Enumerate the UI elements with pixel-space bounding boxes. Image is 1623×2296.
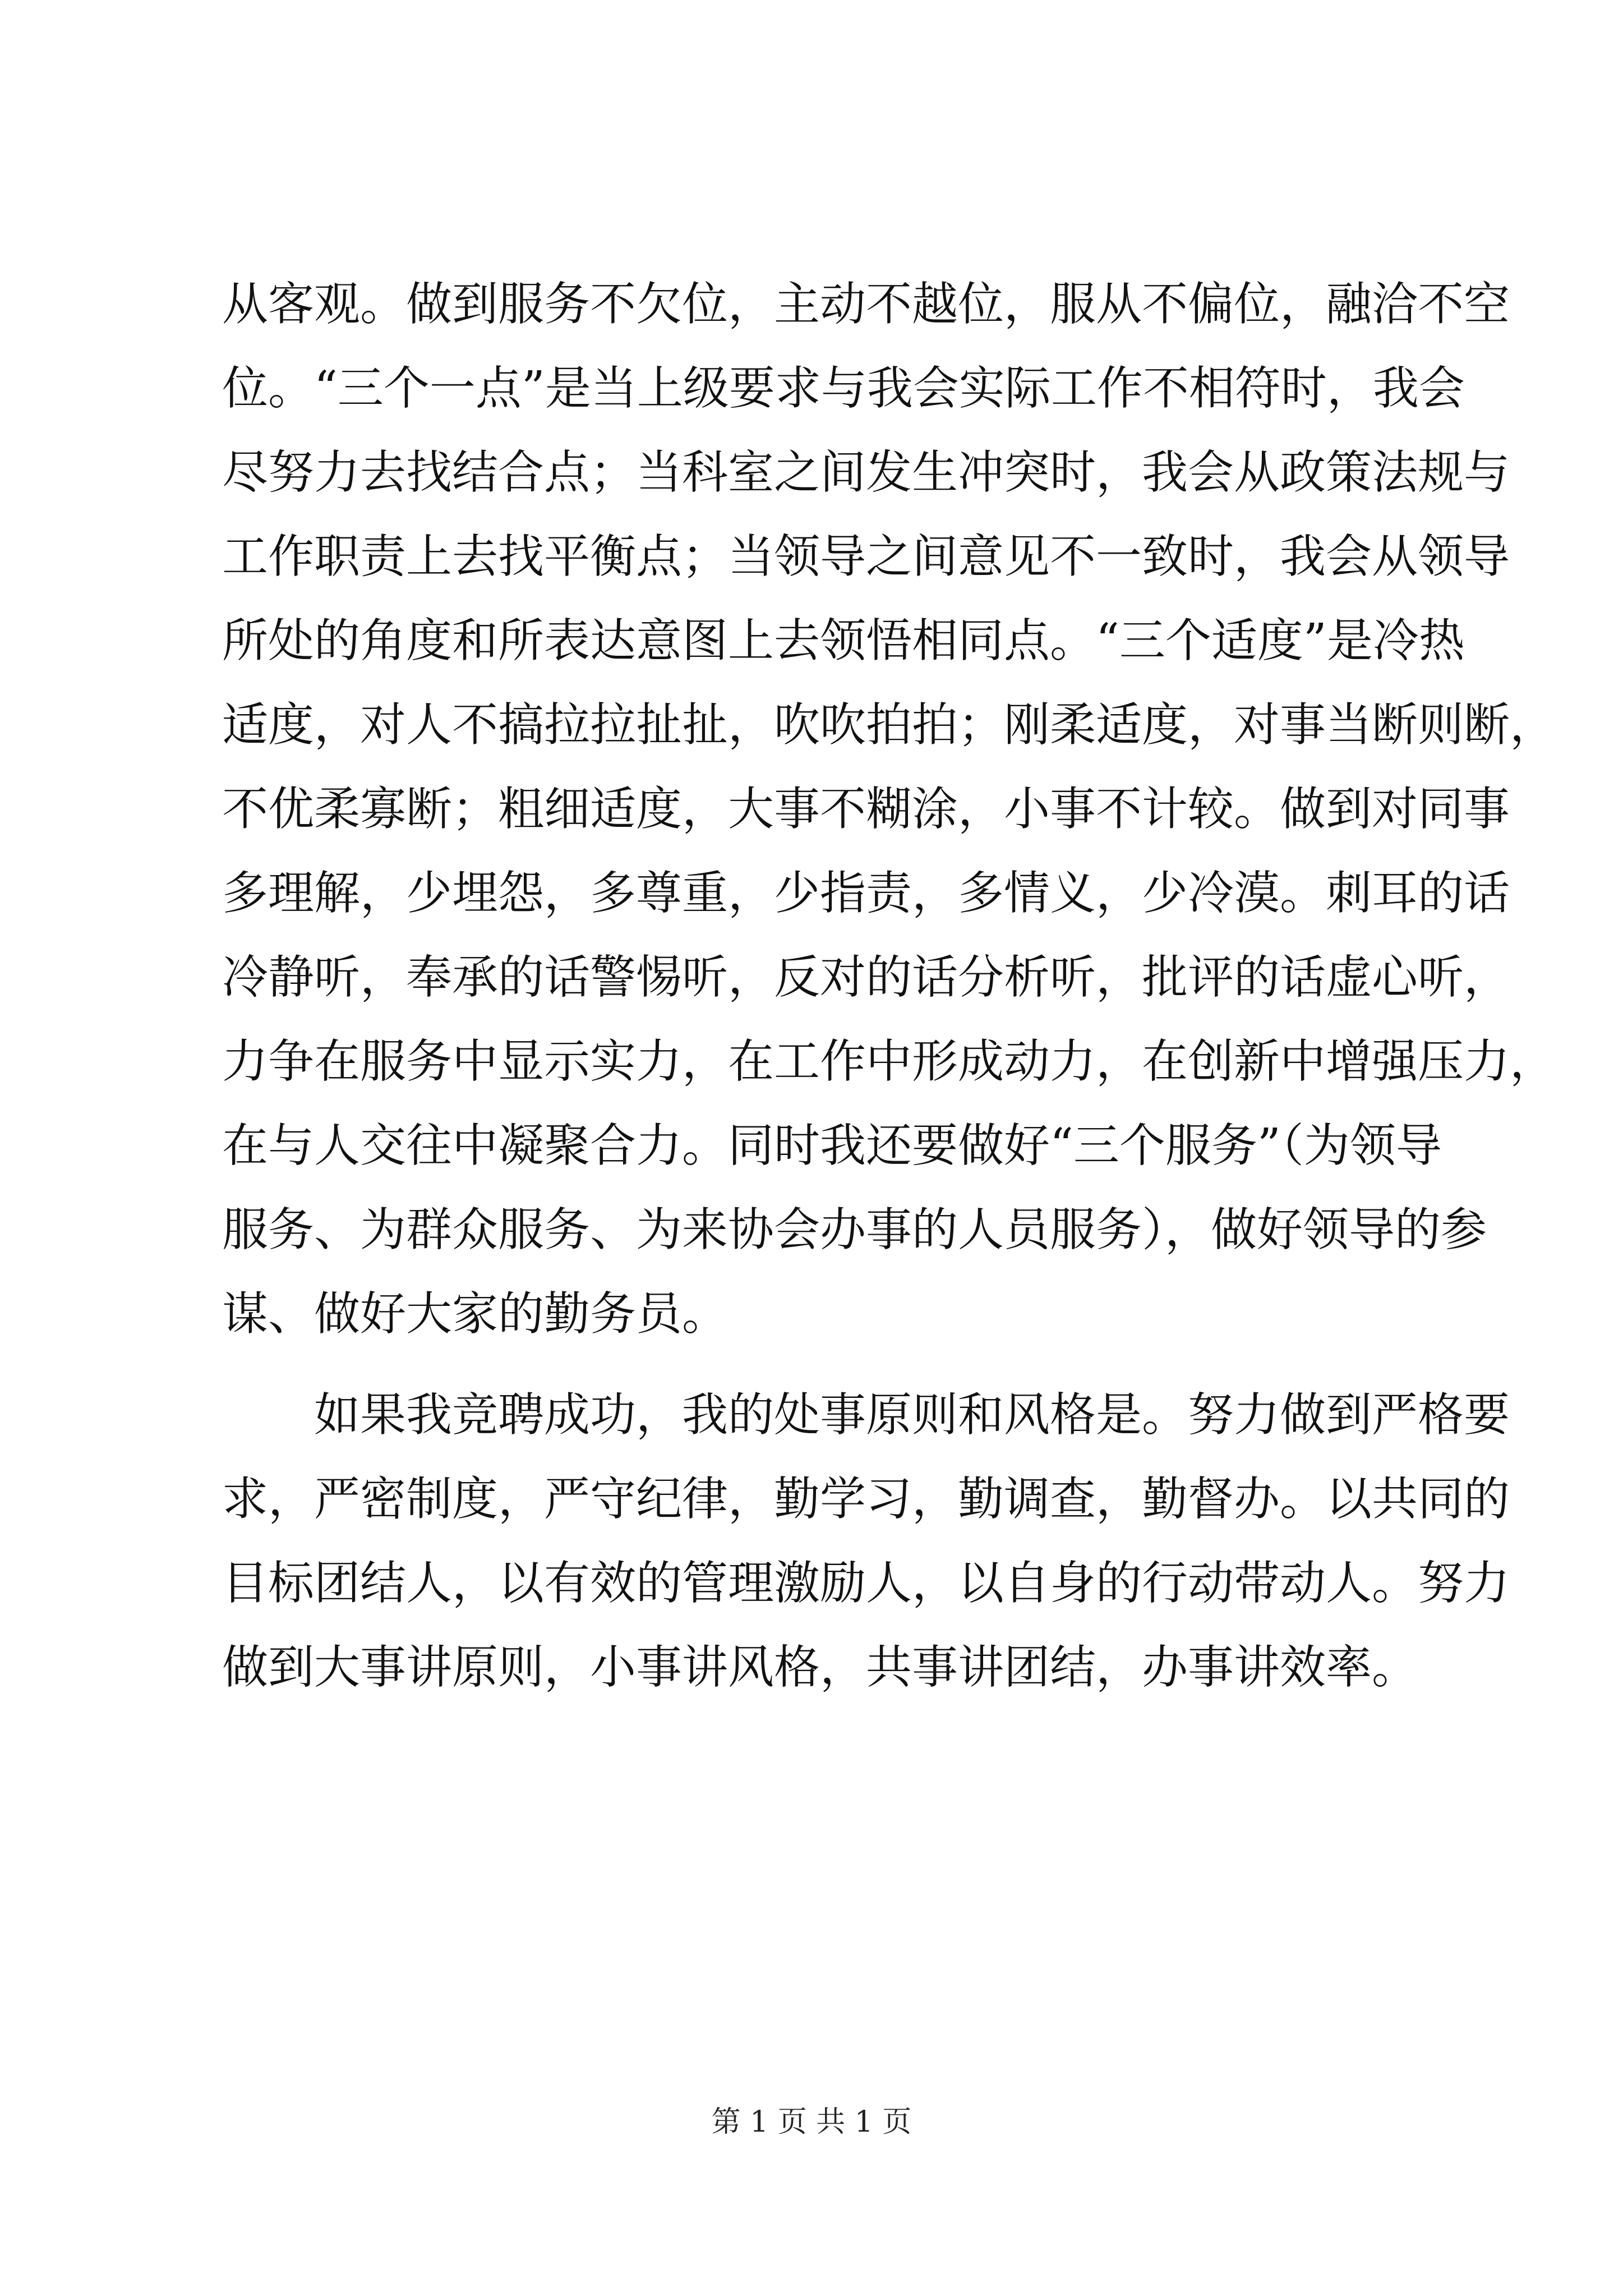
- text-line: 在与人交往中凝聚合力。同时我还要做好“三个服务”（为领导: [222, 1119, 1442, 1172]
- text-line: 从客观。做到服务不欠位，主动不越位，服从不偏位，融洽不空: [222, 278, 1510, 331]
- page-footer: [0, 2102, 1623, 2142]
- text-line: 服务、为群众服务、为来协会办事的人员服务），做好领导的参: [222, 1203, 1487, 1257]
- text-line: 不优柔寡断；粗细适度，大事不糊涂，小事不计较。做到对同事: [222, 783, 1510, 836]
- text-line: 谋、做好大家的勤务员。: [222, 1287, 728, 1341]
- paragraph: [222, 1373, 1510, 1710]
- text-line: 多理解，少埋怨，多尊重，少指责，多情义，少冷漠。刺耳的话: [222, 867, 1510, 920]
- text-line: 求，严密制度，严守纪律，勤学习，勤调查，勤督办。以共同的: [222, 1473, 1510, 1526]
- text-line: 适度，对人不搞拉拉扯扯，吹吹拍拍；刚柔适度，对事当断则断，: [222, 698, 1556, 752]
- text-line: 力争在服务中显示实力，在工作中形成动力，在创新中增强压力，: [222, 1035, 1556, 1088]
- text-line: 如果我竞聘成功，我的处事原则和风格是。努力做到严格要: [314, 1388, 1510, 1442]
- text-line: 目标团结人，以有效的管理激励人，以自身的行动带动人。努力: [222, 1557, 1510, 1610]
- text-line: 位。“三个一点”是当上级要求与我会实际工作不相符时，我会: [222, 362, 1465, 415]
- paragraph: [222, 263, 1556, 1356]
- text-line: 工作职责上去找平衡点；当领导之间意见不一致时，我会从领导: [222, 530, 1510, 583]
- text-line: 所处的角度和所表达意图上去领悟相同点。“三个适度”是冷热: [222, 614, 1465, 668]
- text-line: 做到大事讲原则，小事讲风格，共事讲团结，办事讲效率。: [222, 1641, 1418, 1694]
- document-body: [222, 263, 1556, 1710]
- text-line: 尽努力去找结合点；当科室之间发生冲突时，我会从政策法规与: [222, 446, 1510, 499]
- page-number-label: 第 1 页 共 1 页: [711, 2105, 912, 2139]
- text-line: 冷静听，奉承的话警惕听，反对的话分析听，批评的话虚心听，: [222, 951, 1510, 1004]
